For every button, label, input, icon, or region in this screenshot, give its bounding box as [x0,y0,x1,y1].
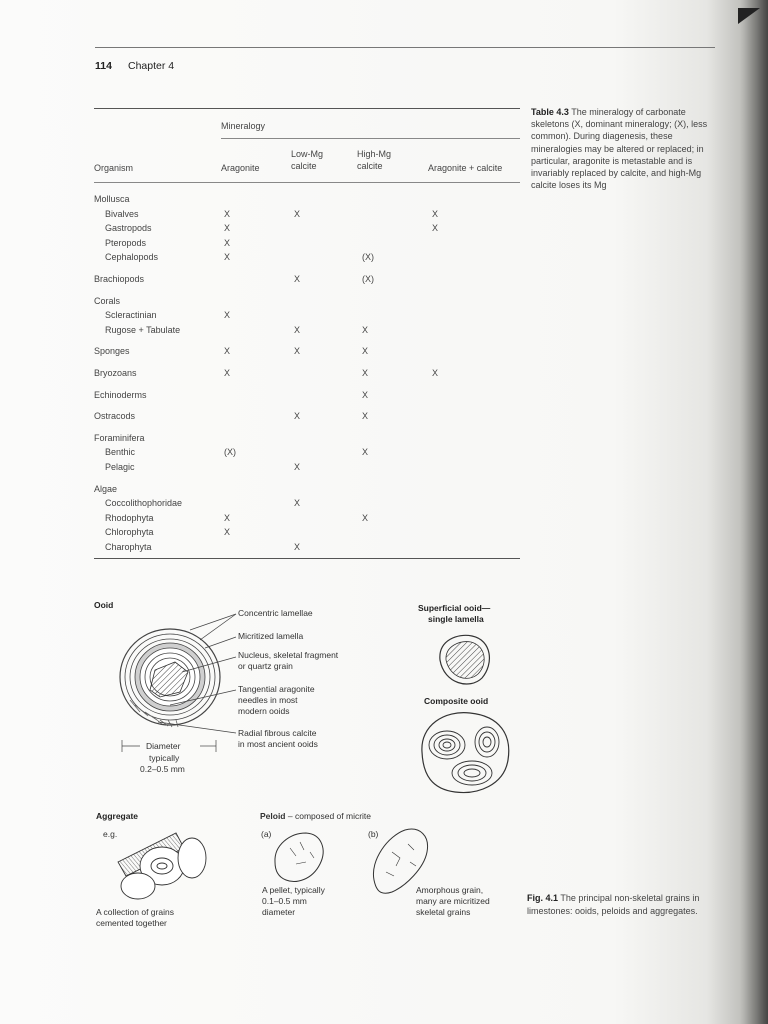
ooid-drawing [120,629,220,727]
superficial-ooid-drawing [440,635,490,684]
composite-ooid-title: Composite ooid [424,696,489,706]
aggregate-note-line1: A collection of grains [96,907,174,917]
organism-name: Mollusca [94,194,130,204]
mineralogy-cell: X [294,273,301,284]
column-header: Organism [94,163,134,173]
mineralogy-cell: X [224,310,231,321]
organism-name: Scleractinian [105,310,157,321]
organism-name: Foraminifera [94,432,145,443]
label-tangential-line2: needles in most [238,695,298,705]
pellet-note-line2: 0.1–0.5 mm [262,896,307,906]
aggregate-eg: e.g. [103,829,118,839]
label-tangential-aragonite: Tangential aragonite [238,684,315,694]
mineralogy-cell: X [294,498,301,509]
mineralogy-cell: X [224,527,231,538]
organism-name: Corals [94,295,121,306]
pellet-drawing [275,833,323,881]
organism-name: Echinoderms [94,389,147,400]
mineralogy-cell: X [362,447,369,458]
organism-name: Bryozoans [94,367,137,378]
column-header: Aragonite [221,163,260,173]
mineralogy-cell: X [294,541,301,552]
ooid-title: Ooid [94,600,114,610]
column-header: calcite [291,161,317,171]
mineralogy-cell: (X) [224,447,236,458]
organism-name: Charophyta [105,541,152,552]
figure-caption-label: Fig. 4.1 [527,893,559,903]
organism-name: Pelagic [105,461,135,472]
mineralogy-cell: X [362,367,369,378]
figure-caption [527,892,727,917]
amorphous-note-line1: Amorphous grain, [416,885,484,895]
column-header: High-Mg [357,149,392,159]
mineralogy-cell: X [362,324,369,335]
organism-name: Cephalopods [105,252,159,263]
mineralogy-cell: X [294,411,301,422]
label-tangential-line3: modern ooids [238,706,290,716]
mineralogy-cell: X [362,512,369,523]
figure-caption-text: The principal non-skeletal grains in limestones: ooids, peloids and aggregates. [527,893,700,916]
organism-name: Rugose + Tabulate [105,324,181,335]
composite-ooid-drawing [422,713,509,793]
organism-name: Brachiopods [94,273,145,284]
label-diameter: Diameter [146,741,181,751]
peloid-title-suffix: – composed of micrite [285,811,372,821]
aggregate-title: Aggregate [96,811,139,821]
superficial-ooid-subtitle: single lamella [428,614,484,624]
column-header: calcite [357,161,383,171]
organism-name: Algae [94,483,118,494]
table-caption-label: Table 4.3 [531,107,569,117]
mineralogy-group-header: Mineralogy [221,121,266,131]
column-header: Aragonite + calcite [428,163,503,173]
pellet-note-line3: diameter [262,907,296,917]
organism-name: Bivalves [105,208,139,219]
amorphous-note-line3: skeletal grains [416,907,471,917]
organism-name: Rhodophyta [105,512,154,523]
organism-name: Coccolithophoridae [105,498,183,509]
organism-name: Ostracods [94,411,136,422]
mineralogy-cell: X [432,367,439,378]
mineralogy-cell: X [294,346,301,357]
organism-name: Chlorophyta [105,527,154,538]
mineralogy-cell: X [362,346,369,357]
mineralogy-cell: X [224,208,231,219]
label-nucleus-line2: or quartz grain [238,661,293,671]
aggregate-drawing [118,833,206,899]
label-radial-fibrous: Radial fibrous calcite [238,728,317,738]
amorphous-grain-drawing [373,829,427,893]
label-diameter-range: 0.2–0.5 mm [140,764,185,774]
label-micritized-lamella: Micritized lamella [238,631,304,641]
table-caption-text: The mineralogy of carbonate skeletons (X, dominant mineralogy; (X), less common). During diagenesis, these mineralogies may be altered or replaced; in particular, aragonite is metastable and is invariably replaced by calcite, and high-Mg calcite loses its Mg [531,107,708,191]
mineralogy-cell: X [224,223,231,234]
mineralogy-cell: X [224,512,231,523]
peloid-title [260,811,371,822]
organism-name: Pteropods [105,237,147,248]
mineralogy-cell: X [224,237,231,248]
mineralogy-cell: X [294,324,301,335]
label-concentric-lamellae: Concentric lamellae [238,608,313,618]
organism-name: Sponges [94,346,130,357]
peloid-title-bold: Peloid [260,811,286,821]
organism-name: Benthic [105,447,136,458]
pellet-note-line1: A pellet, typically [262,885,325,895]
label-radial-line2: in most ancient ooids [238,739,318,749]
peloid-b-label: (b) [368,829,379,839]
mineralogy-cell: X [224,252,231,263]
chapter-title: Chapter 4 [128,60,175,72]
mineralogy-cell: X [432,223,439,234]
amorphous-note-line2: many are micritized [416,896,490,906]
peloid-a-label: (a) [261,829,272,839]
label-nucleus: Nucleus, skeletal fragment [238,650,339,660]
mineralogy-cell: (X) [362,273,374,284]
mineralogy-cell: X [224,346,231,357]
mineralogy-cell: X [294,208,301,219]
mineralogy-cell: X [224,367,231,378]
mineralogy-cell: X [362,389,369,400]
label-diameter-typically: typically [149,753,180,763]
mineralogy-cell: X [362,411,369,422]
column-header: Low-Mg [291,149,324,159]
superficial-ooid-title: Superficial ooid— [418,603,491,613]
mineralogy-cell: X [294,461,301,472]
page-number: 114 [95,60,112,72]
aggregate-note-line2: cemented together [96,918,167,928]
organism-name: Gastropods [105,223,152,234]
mineralogy-cell: (X) [362,252,374,263]
mineralogy-cell: X [432,208,439,219]
